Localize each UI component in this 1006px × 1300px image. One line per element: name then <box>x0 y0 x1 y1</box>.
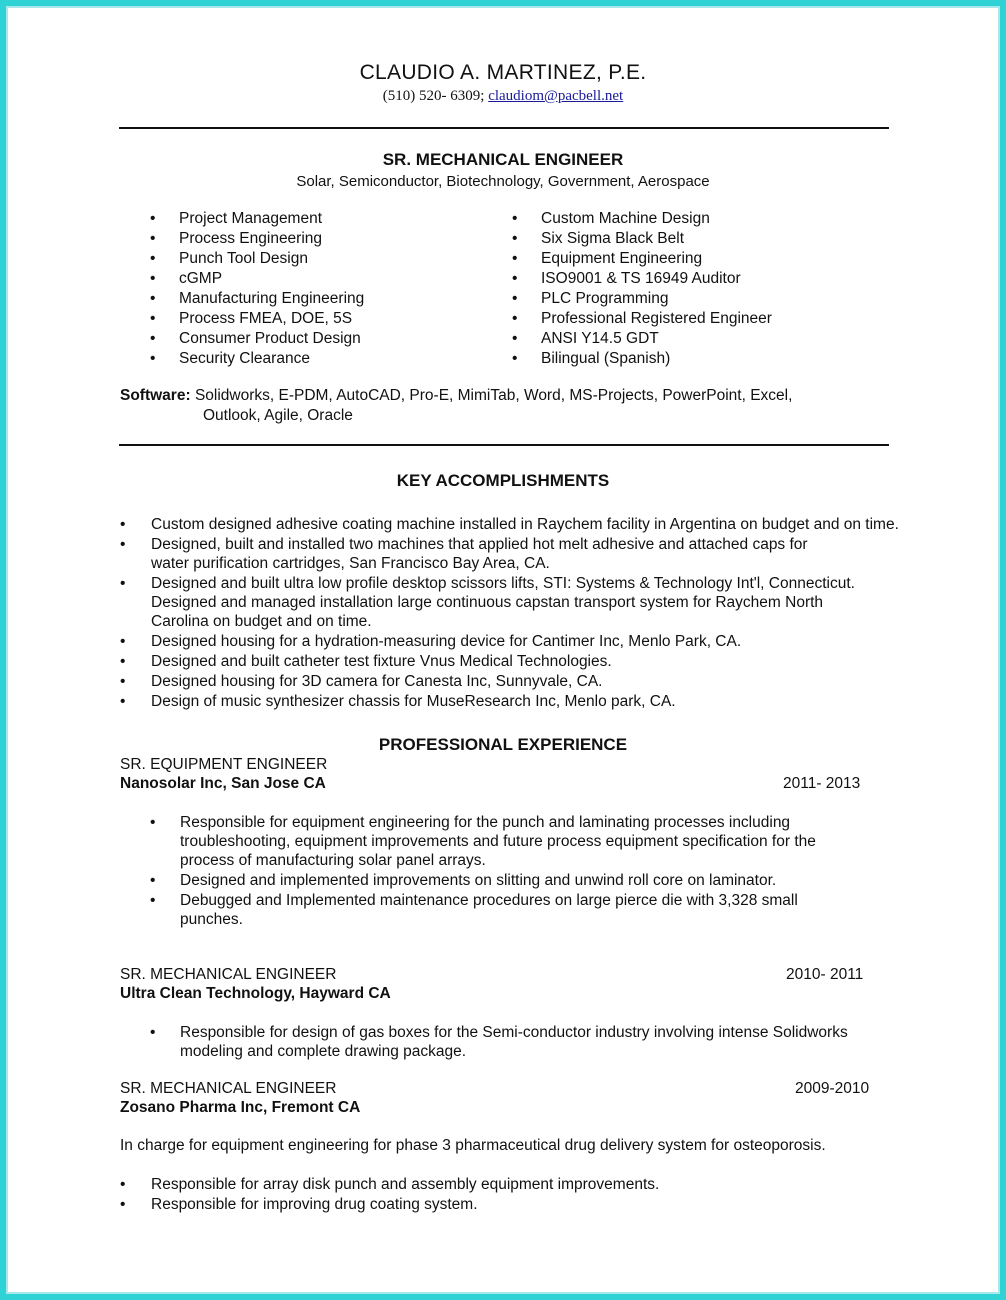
job-company: Zosano Pharma Inc, Fremont CA <box>120 1099 361 1116</box>
profile-title: SR. MECHANICAL ENGINEER <box>382 150 624 169</box>
skill-item: • Security Clearance <box>150 349 364 369</box>
accomplishment-item: • Designed housing for a hydration-measuring device for Cantimer Inc, Menlo Park, CA. <box>120 632 950 651</box>
job-years: 2009-2010 <box>795 1080 870 1097</box>
skill-item: • ISO9001 & TS 16949 Auditor <box>512 269 772 289</box>
job-company: Nanosolar Inc, San Jose CA <box>120 775 326 792</box>
skill-item: • cGMP <box>150 269 364 289</box>
job-duties-list <box>150 813 870 930</box>
accomplishment-item: • Custom designed adhesive coating machine installed in Raychem facility in Argentina on budget and on time. <box>120 515 950 534</box>
job-title: SR. MECHANICAL ENGINEER <box>120 1080 337 1097</box>
job-duty-item: • Debugged and Implemented maintenance procedures on large pierce die with 3,328 small punches. <box>150 891 870 929</box>
email-link[interactable]: claudiom@pacbell.net <box>488 88 624 104</box>
accomplishment-item: • Designed, built and installed two machines that applied hot melt adhesive and attached caps for water purification cartridges, San Francisco Bay Area, CA. <box>120 535 950 573</box>
job-duty-item: • Responsible for design of gas boxes for the Semi-conductor industry involving intense Solidworks modeling and complete drawing package. <box>150 1023 870 1061</box>
job-duties-list <box>120 1175 860 1215</box>
skills-list-right <box>512 209 772 369</box>
phone-number: (510) 520- 6309; <box>382 88 485 104</box>
skill-item: • Process Engineering <box>150 229 364 249</box>
skill-item: • Punch Tool Design <box>150 249 364 269</box>
accomplishment-item: • Design of music synthesizer chassis for MuseResearch Inc, Menlo park, CA. <box>120 692 950 711</box>
job-duty-item: • Responsible for equipment engineering for the punch and laminating processes including troubleshooting, equipment improvements and future process equipment specification for the process of manufacturing solar panel arrays. <box>150 813 870 870</box>
accomplishments-list <box>120 515 950 712</box>
skill-item: • Process FMEA, DOE, 5S <box>150 309 364 329</box>
job-title: SR. MECHANICAL ENGINEER <box>120 966 337 983</box>
skill-item: • Six Sigma Black Belt <box>512 229 772 249</box>
job-company: Ultra Clean Technology, Hayward CA <box>120 985 391 1002</box>
software-list-continued: Outlook, Agile, Oracle <box>203 407 353 424</box>
job-duty-item: • Responsible for array disk punch and assembly equipment improvements. <box>120 1175 860 1194</box>
skill-item: • PLC Programming <box>512 289 772 309</box>
accomplishment-item: • Designed and built ultra low profile desktop scissors lifts, STI: Systems & Technology Int'l, Connecticut. Designed and managed installation large continuous capstan transport system for Raychem North Carolina on budget and on time. <box>120 574 950 631</box>
job-duties-list <box>150 1023 870 1062</box>
divider-bottom <box>119 444 889 446</box>
skill-item: • Equipment Engineering <box>512 249 772 269</box>
job-years: 2010- 2011 <box>786 966 864 983</box>
skill-item: • Project Management <box>150 209 364 229</box>
skill-item: • Custom Machine Design <box>512 209 772 229</box>
accomplishments-heading: KEY ACCOMPLISHMENTS <box>396 471 610 490</box>
job-duty-item: • Designed and implemented improvements on slitting and unwind roll core on laminator. <box>150 871 870 890</box>
job-summary: In charge for equipment engineering for phase 3 pharmaceutical drug delivery system for osteoporosis. <box>120 1137 826 1154</box>
skill-item: • Manufacturing Engineering <box>150 289 364 309</box>
job-duty-item: • Responsible for improving drug coating system. <box>120 1195 860 1214</box>
job-title: SR. EQUIPMENT ENGINEER <box>120 756 328 773</box>
candidate-name: CLAUDIO A. MARTINEZ, P.E. <box>359 61 647 84</box>
experience-heading: PROFESSIONAL EXPERIENCE <box>378 735 628 754</box>
divider-top <box>119 127 889 129</box>
contact-line <box>0 88 1006 105</box>
software-list: Solidworks, E-PDM, AutoCAD, Pro-E, MimiTab, Word, MS-Projects, PowerPoint, Excel, <box>194 387 793 404</box>
skills-list-left <box>150 209 364 369</box>
accomplishment-item: • Designed housing for 3D camera for Canesta Inc, Sunnyvale, CA. <box>120 672 950 691</box>
job-years: 2011- 2013 <box>783 775 861 792</box>
skill-item: • ANSI Y14.5 GDT <box>512 329 772 349</box>
software-label: Software: <box>120 387 191 404</box>
software-line <box>120 386 792 406</box>
industries-line: Solar, Semiconductor, Biotechnology, Government, Aerospace <box>296 173 710 190</box>
skill-item: • Consumer Product Design <box>150 329 364 349</box>
skill-item: • Bilingual (Spanish) <box>512 349 772 369</box>
accomplishment-item: • Designed and built catheter test fixture Vnus Medical Technologies. <box>120 652 950 671</box>
skill-item: • Professional Registered Engineer <box>512 309 772 329</box>
